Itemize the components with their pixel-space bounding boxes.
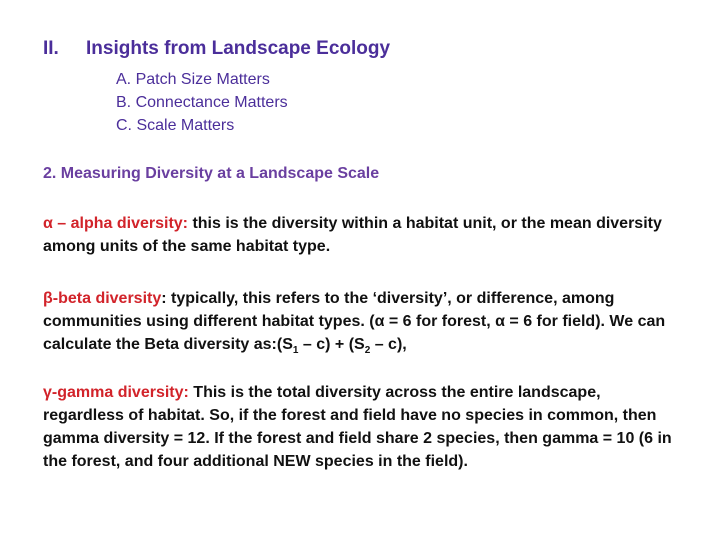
alpha-text: this is the diversity within a habitat unit, or the mean diversity among units of the same habitat type. (43, 215, 662, 255)
beta-term: β-beta diversity (43, 290, 162, 307)
outline-item-patch-size: A. Patch Size Matters (116, 71, 270, 88)
outline-item-connectance: B. Connectance Matters (116, 94, 288, 111)
beta-subscript-2: 2 (364, 345, 371, 357)
gamma-text: This is the total diversity across the entire landscape, regardless of habitat. So, if the forest and field have no species in common, then gamma diversity = 12. If the forest and field share 2 species, then gamma = 10 (6 in the forest, and four additional NEW species in the field). (43, 384, 672, 470)
alpha-term: α – alpha diversity: (43, 215, 188, 232)
outline-number: II. (43, 38, 59, 59)
gamma-term: γ-gamma diversity: (43, 384, 189, 401)
alpha-paragraph (43, 212, 683, 258)
outline-sublist (116, 68, 288, 137)
gamma-paragraph (43, 381, 683, 473)
outline-title: Insights from Landscape Ecology (86, 38, 391, 59)
outline-item-scale: C. Scale Matters (116, 117, 235, 134)
beta-subscript-1: 1 (292, 345, 299, 357)
outline-heading (43, 38, 390, 60)
section-title: 2. Measuring Diversity at a Landscape Scale (43, 165, 380, 182)
beta-paragraph (43, 287, 683, 356)
beta-text-3: – c), (370, 336, 407, 353)
beta-text-2: – c) + (S (298, 336, 365, 353)
beta-text: : typically, this refers to the ‘diversity’, or difference, among communities using different habitat types. (α = 6 for forest, α = 6 for field). We can calculate the Beta diversity as:(S (43, 290, 666, 353)
